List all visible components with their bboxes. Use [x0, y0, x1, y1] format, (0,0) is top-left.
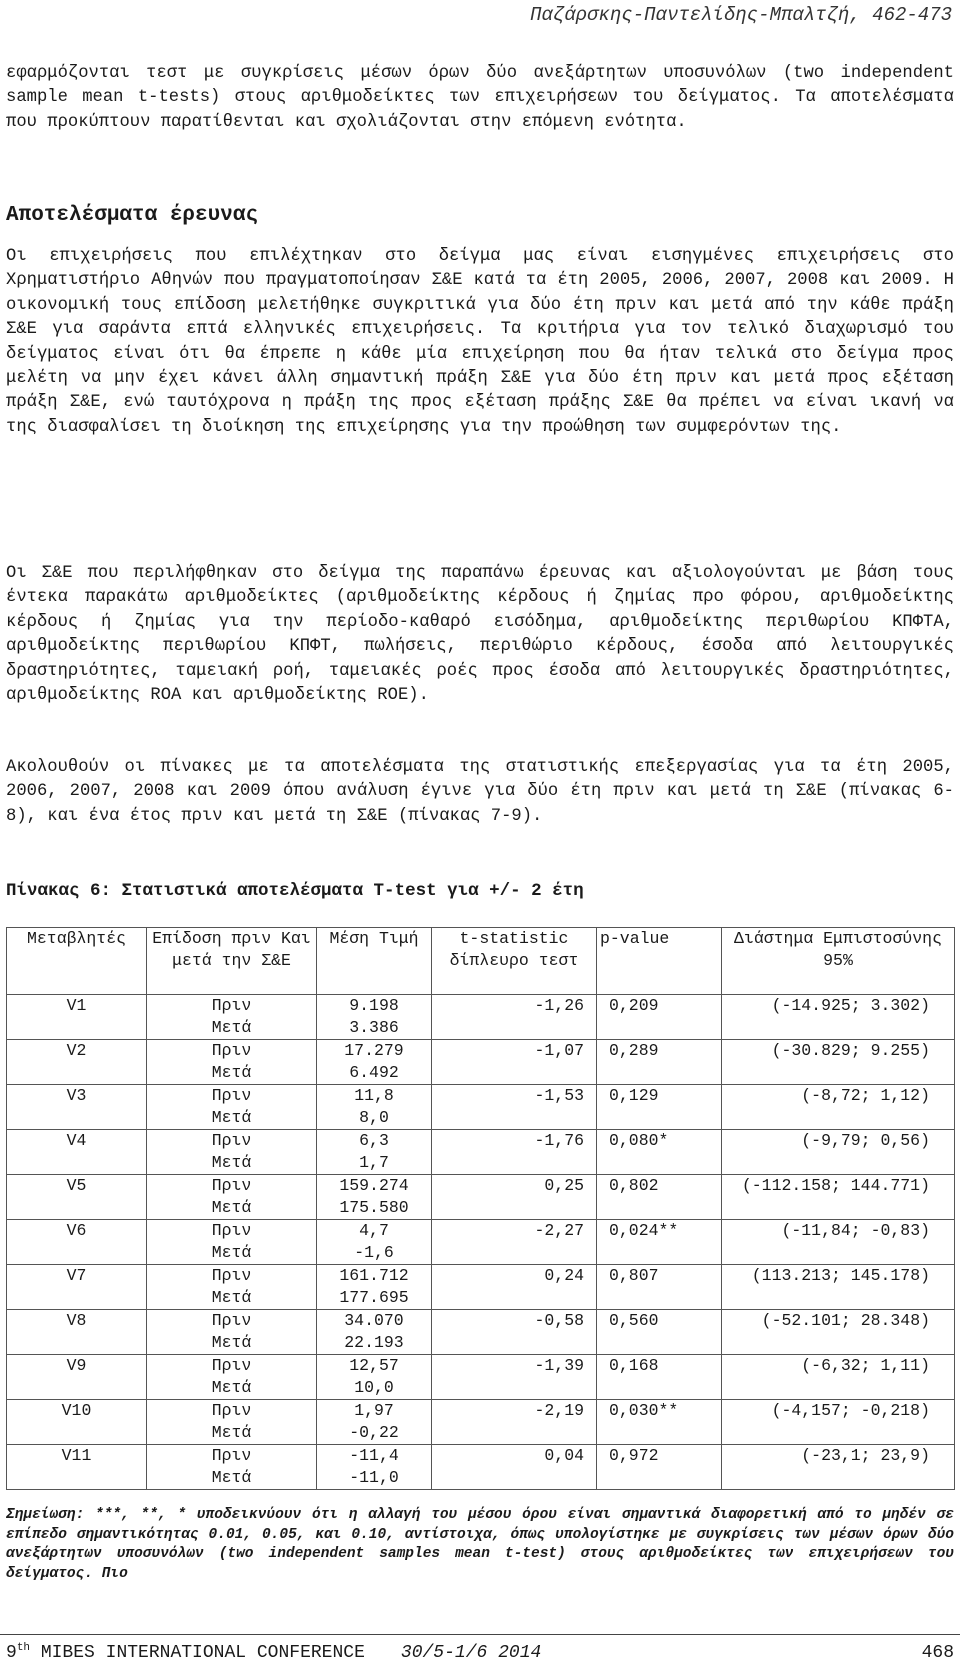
cell-period	[147, 1445, 317, 1490]
cell-period	[147, 1040, 317, 1085]
table-row	[7, 1085, 955, 1130]
cell-confidence-interval: (-6,32; 1,11)	[722, 1355, 955, 1400]
cell-mean	[317, 1265, 432, 1310]
period-after: Μετά	[211, 1288, 252, 1307]
paragraph-methodology: εφαρμόζονται τεστ με συγκρίσεις μέσων όρων δύο ανεξάρτητων υποσυνόλων (two independent sample mean t-tests) στους αριθμοδείκτες των επιχειρήσεων του δείγματος. Τα αποτελέσματα που προκύπτουν παρατίθενται και σχολιάζονται στην επόμενη ενότητα.	[6, 64, 954, 132]
cell-t-statistic: -2,19	[432, 1400, 597, 1445]
table-row	[7, 1040, 955, 1085]
cell-confidence-interval: (113.213; 145.178)	[722, 1265, 955, 1310]
mean-after: 1,7	[359, 1153, 389, 1172]
cell-t-statistic: -1,76	[432, 1130, 597, 1175]
conference-dates: 30/5-1/6 2014	[400, 1643, 542, 1663]
table-header-row	[7, 928, 955, 995]
mean-after: 8,0	[359, 1108, 389, 1127]
cell-confidence-interval: (-14.925; 3.302)	[722, 995, 955, 1040]
cell-t-statistic: -1,07	[432, 1040, 597, 1085]
cell-period	[147, 995, 317, 1040]
cell-confidence-interval: (-30.829; 9.255)	[722, 1040, 955, 1085]
cell-mean	[317, 1175, 432, 1220]
cell-variable: V2	[7, 1040, 147, 1085]
mean-after: 175.580	[339, 1198, 409, 1217]
period-before: Πριν	[211, 1446, 252, 1465]
cell-mean	[317, 1040, 432, 1085]
paragraph-ratios: Οι Σ&Ε που περιλήφθηκαν στο δείγμα της παραπάνω έρευνας και αξιολογούνται με βάση τους έντεκα παρακάτω αριθμοδείκτες (αριθμοδείκτης κέρδους ή ζημίας προ φόρου, αριθμοδείκτης κέρδους ή ζημίας για την περίοδο-καθαρό εισόδημα, αριθμοδείκτης περιθωρίου ΚΠΦΤΑ, αριθμοδείκτης περιθωρίου ΚΠΦΤ, πωλήσεις, περιθώριο κέρδους, έσοδα από λειτουργικές δραστηριότητες, ταμειακή ροή, ταμειακές ροές προς έσοδα από λειτουργικές δραστηριότητες, αριθμοδείκτης ROA και αριθμοδείκτης ROE).	[6, 564, 954, 706]
table-row	[7, 1310, 955, 1355]
period-before: Πριν	[211, 1266, 252, 1285]
cell-mean	[317, 1085, 432, 1130]
mean-before: 159.274	[339, 1176, 409, 1195]
cell-t-statistic: 0,24	[432, 1265, 597, 1310]
cell-variable: V9	[7, 1355, 147, 1400]
cell-p-value: 0,560	[597, 1310, 722, 1355]
period-after: Μετά	[211, 1468, 252, 1487]
period-before: Πριν	[211, 1086, 252, 1105]
mean-after: -0,22	[349, 1423, 399, 1442]
section-title-results: Αποτελέσματα έρευνας	[6, 204, 259, 227]
cell-t-statistic: -2,27	[432, 1220, 597, 1265]
cell-confidence-interval: (-23,1; 23,9)	[722, 1445, 955, 1490]
period-after: Μετά	[211, 1198, 252, 1217]
cell-t-statistic: -0,58	[432, 1310, 597, 1355]
period-before: Πριν	[211, 1221, 252, 1240]
cell-confidence-interval: (-4,157; -0,218)	[722, 1400, 955, 1445]
header-mean: Μέση Τιμή	[317, 928, 432, 995]
edition-suffix: th	[16, 1642, 31, 1654]
cell-variable: V10	[7, 1400, 147, 1445]
mean-before: 6,3	[359, 1131, 389, 1150]
table-row	[7, 1220, 955, 1265]
mean-after: -11,0	[349, 1468, 399, 1487]
period-after: Μετά	[211, 1243, 252, 1262]
cell-period	[147, 1400, 317, 1445]
cell-variable: V11	[7, 1445, 147, 1490]
period-after: Μετά	[211, 1063, 252, 1082]
cell-period	[147, 1130, 317, 1175]
table-note: Σημείωση: ***, **, * υποδεικνύουν ότι η αλλαγή του μέσου όρου είναι σημαντικά διαφορετική από το μηδέν σε επίπεδο σημαντικότητας 0.01, 0.05, και 0.10, αντίστοιχα, όπως υπολογίστηκε με συγκρίσεις των μέσων όρων δύο ανεξάρτητων υποσυνόλων (two independent samples mean t-test) στους αριθμοδείκτες των επιχειρήσεων του δείγματος. Πιο	[6, 1507, 954, 1582]
cell-t-statistic: 0,25	[432, 1175, 597, 1220]
paragraph-sample: Οι επιχειρήσεις που επιλέχτηκαν στο δείγμα μας είναι εισηγμένες επιχειρήσεις στο Χρηματιστήριο Αθηνών που πραγματοποίησαν Σ&Ε κατά τα έτη 2005, 2006, 2007, 2008 και 2009. Η οικονομική τους επίδοση μελετήθηκε συγκριτικά για δύο έτη πριν και μετά από την κάθε πράξη Σ&Ε για σαράντα επτά ελληνικές επιχειρήσεις. Τα κριτήρια για τον τελικό διαχωρισμό του δείγματος είναι ότι θα έπρεπε η κάθε μία επιχείρηση που θα ήταν τελικά στο δείγμα προς μελέτη να μην έχει κάνει άλλη σημαντική πράξη Σ&Ε για δύο έτη πριν και μετά προς εξέταση πράξη Σ&Ε, ενώ ταυτόχρονα η πράξη της προς εξέταση πράξης Σ&Ε θα πρέπει να είναι ικανή να της διασφαλίσει τη διοίκηση της επιχείρησης για την προώθηση των συμφερόντων της.	[6, 247, 954, 437]
cell-confidence-interval: (-8,72; 1,12)	[722, 1085, 955, 1130]
period-after: Μετά	[211, 1378, 252, 1397]
period-before: Πριν	[211, 1131, 252, 1150]
mean-after: 6.492	[349, 1063, 399, 1082]
cell-variable: V8	[7, 1310, 147, 1355]
cell-p-value: 0,209	[597, 995, 722, 1040]
mean-before: 1,97	[354, 1401, 394, 1420]
cell-mean	[317, 1130, 432, 1175]
cell-period	[147, 1085, 317, 1130]
cell-t-statistic: 0,04	[432, 1445, 597, 1490]
header-confidence-interval: Διάστημα Εμπιστοσύνης 95%	[722, 928, 955, 995]
footer-divider	[0, 1634, 960, 1635]
header-p-value: p-value	[597, 928, 722, 995]
table-title: Πίνακας 6: Στατιστικά αποτελέσματα T-test για +/- 2 έτη	[6, 881, 584, 901]
period-after: Μετά	[211, 1333, 252, 1352]
period-after: Μετά	[211, 1018, 252, 1037]
edition-number: 9	[6, 1643, 17, 1663]
header-performance: Επίδοση πριν Και μετά την Σ&Ε	[147, 928, 317, 995]
table-row	[7, 1445, 955, 1490]
ttest-results-table	[6, 927, 955, 1490]
cell-p-value: 0,972	[597, 1445, 722, 1490]
cell-variable: V5	[7, 1175, 147, 1220]
mean-after: 22.193	[344, 1333, 404, 1352]
cell-period	[147, 1265, 317, 1310]
conference-title: MIBES INTERNATIONAL CONFERENCE	[40, 1643, 365, 1663]
cell-p-value: 0,289	[597, 1040, 722, 1085]
mean-before: 9.198	[349, 996, 399, 1015]
cell-mean	[317, 995, 432, 1040]
cell-period	[147, 1175, 317, 1220]
running-header: Παζάρσκης-Παντελίδης-Μπαλτζή, 462-473	[530, 4, 952, 26]
period-before: Πριν	[211, 1356, 252, 1375]
cell-mean	[317, 1220, 432, 1265]
period-before: Πριν	[211, 1041, 252, 1060]
cell-period	[147, 1355, 317, 1400]
table-row	[7, 1400, 955, 1445]
table-row	[7, 1265, 955, 1310]
period-before: Πριν	[211, 1176, 252, 1195]
conference-name	[6, 1636, 365, 1665]
cell-t-statistic: -1,26	[432, 995, 597, 1040]
header-t-statistic: t-statistic δίπλευρο τεστ	[432, 928, 597, 995]
cell-p-value: 0,030**	[597, 1400, 722, 1445]
cell-mean	[317, 1400, 432, 1445]
cell-mean	[317, 1310, 432, 1355]
header-variables: Μεταβλητές	[7, 928, 147, 995]
cell-p-value: 0,807	[597, 1265, 722, 1310]
period-before: Πριν	[211, 996, 252, 1015]
mean-before: 12,57	[349, 1356, 399, 1375]
table-row	[7, 1175, 955, 1220]
cell-confidence-interval: (-112.158; 144.771)	[722, 1175, 955, 1220]
paragraph-tables-intro: Ακολουθούν οι πίνακες με τα αποτελέσματα της στατιστικής επεξεργασίας για τα έτη 2005, 2006, 2007, 2008 και 2009 όπου ανάλυση έγινε για δύο έτη πριν και μετά τη Σ&Ε (πίνακας 6-8), και ένα έτος πριν και μετά τη Σ&Ε (πίνακας 7-9).	[6, 758, 954, 826]
cell-period	[147, 1220, 317, 1265]
mean-before: 17.279	[344, 1041, 404, 1060]
period-before: Πριν	[211, 1401, 252, 1420]
mean-before: 4,7	[359, 1221, 389, 1240]
mean-before: 161.712	[339, 1266, 409, 1285]
table-row	[7, 1130, 955, 1175]
cell-confidence-interval: (-11,84; -0,83)	[722, 1220, 955, 1265]
table-row	[7, 1355, 955, 1400]
cell-period	[147, 1310, 317, 1355]
cell-mean	[317, 1355, 432, 1400]
mean-after: 177.695	[339, 1288, 409, 1307]
period-after: Μετά	[211, 1423, 252, 1442]
cell-variable: V7	[7, 1265, 147, 1310]
mean-after: 10,0	[354, 1378, 394, 1397]
cell-p-value: 0,024**	[597, 1220, 722, 1265]
cell-variable: V4	[7, 1130, 147, 1175]
cell-p-value: 0,168	[597, 1355, 722, 1400]
cell-p-value: 0,080*	[597, 1130, 722, 1175]
period-after: Μετά	[211, 1108, 252, 1127]
cell-confidence-interval: (-52.101; 28.348)	[722, 1310, 955, 1355]
cell-p-value: 0,129	[597, 1085, 722, 1130]
cell-t-statistic: -1,39	[432, 1355, 597, 1400]
mean-before: 11,8	[354, 1086, 394, 1105]
cell-variable: V1	[7, 995, 147, 1040]
cell-p-value: 0,802	[597, 1175, 722, 1220]
mean-after: -1,6	[354, 1243, 394, 1262]
period-after: Μετά	[211, 1153, 252, 1172]
cell-t-statistic: -1,53	[432, 1085, 597, 1130]
cell-confidence-interval: (-9,79; 0,56)	[722, 1130, 955, 1175]
period-before: Πριν	[211, 1311, 252, 1330]
mean-before: -11,4	[349, 1446, 399, 1465]
cell-mean	[317, 1445, 432, 1490]
page-footer	[6, 1636, 954, 1665]
mean-before: 34.070	[344, 1311, 404, 1330]
cell-variable: V3	[7, 1085, 147, 1130]
cell-variable: V6	[7, 1220, 147, 1265]
table-row	[7, 995, 955, 1040]
mean-after: 3.386	[349, 1018, 399, 1037]
page-number: 468	[921, 1643, 954, 1663]
